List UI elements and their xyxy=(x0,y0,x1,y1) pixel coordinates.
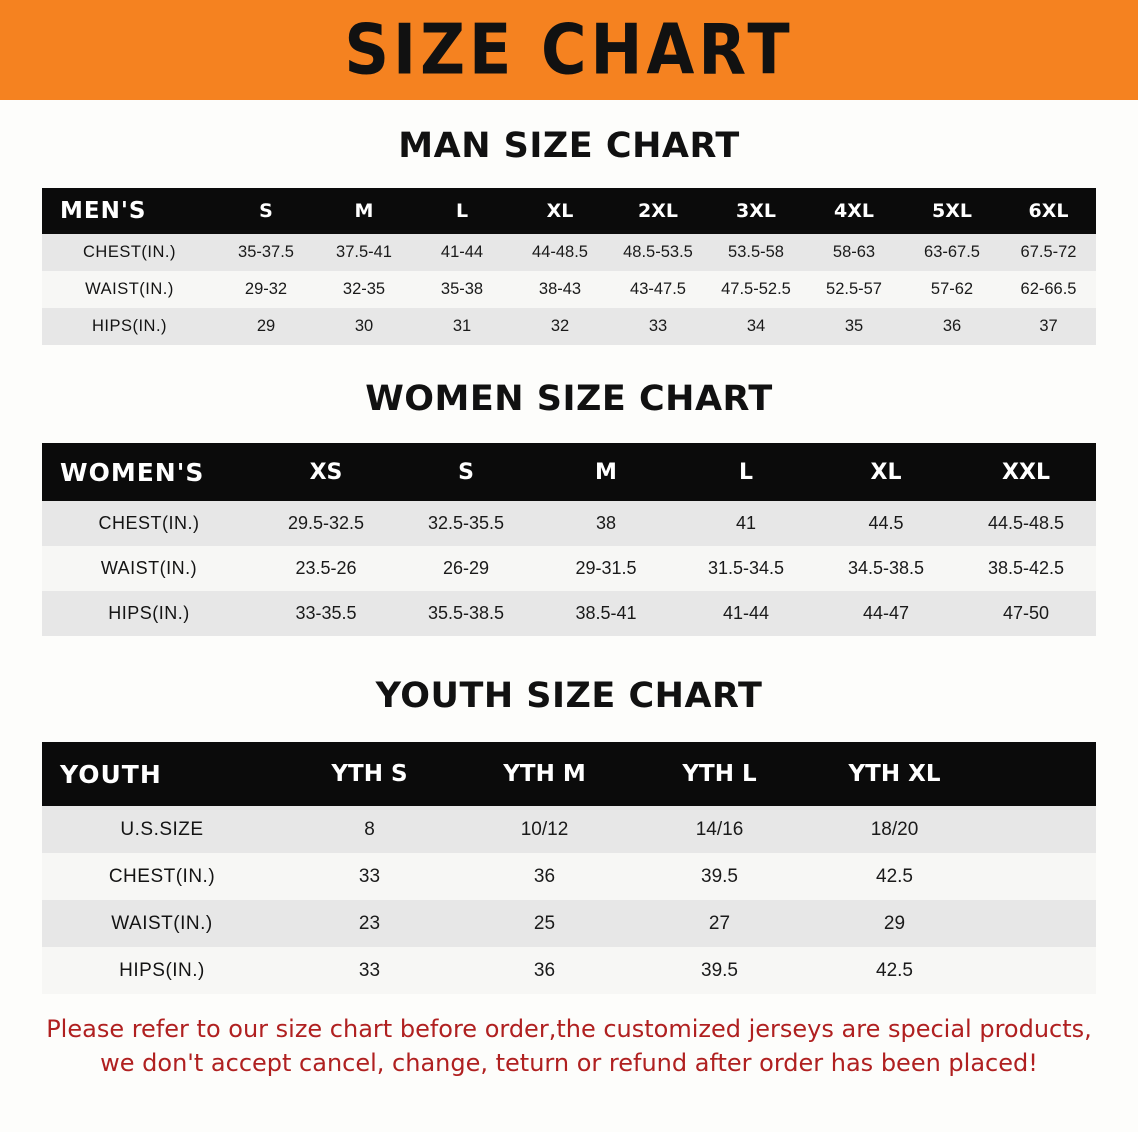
table-row xyxy=(42,947,1096,994)
table-cell: 62-66.5 xyxy=(1001,271,1096,308)
table-cell: 44.5-48.5 xyxy=(956,501,1096,546)
man-table-wrap xyxy=(42,188,1096,345)
table-cell: 31 xyxy=(413,308,511,345)
table-cell: 18/20 xyxy=(807,806,982,853)
table-row xyxy=(42,591,1096,636)
disclaimer-note xyxy=(40,1012,1098,1080)
table-cell-spacer xyxy=(982,853,1096,900)
table-cell: 43-47.5 xyxy=(609,271,707,308)
column-header: 3XL xyxy=(707,188,805,234)
table-cell: 44-48.5 xyxy=(511,234,609,271)
disclaimer-line-1: Please refer to our size chart before order,the customized jerseys are special products, xyxy=(46,1015,1092,1043)
table-cell: 41 xyxy=(676,501,816,546)
row-header: CHEST(IN.) xyxy=(42,853,282,900)
table-cell: 53.5-58 xyxy=(707,234,805,271)
women-table-wrap xyxy=(42,443,1096,636)
youth-table-wrap xyxy=(42,742,1096,994)
table-cell: 35 xyxy=(805,308,903,345)
table-cell: 33 xyxy=(282,853,457,900)
table-cell: 37 xyxy=(1001,308,1096,345)
table-cell: 33 xyxy=(282,947,457,994)
table-cell: 29.5-32.5 xyxy=(256,501,396,546)
column-header: 5XL xyxy=(903,188,1001,234)
table-cell: 37.5-41 xyxy=(315,234,413,271)
table-cell: 8 xyxy=(282,806,457,853)
table-cell: 35.5-38.5 xyxy=(396,591,536,636)
table-cell: 34 xyxy=(707,308,805,345)
table-cell: 39.5 xyxy=(632,947,807,994)
table-cell: 36 xyxy=(457,947,632,994)
table-cell: 38.5-42.5 xyxy=(956,546,1096,591)
table-cell: 34.5-38.5 xyxy=(816,546,956,591)
table-cell: 33 xyxy=(609,308,707,345)
column-header: XS xyxy=(256,443,396,501)
table-cell: 38 xyxy=(536,501,676,546)
table-cell: 38.5-41 xyxy=(536,591,676,636)
table-row xyxy=(42,308,1096,345)
column-header: YTH M xyxy=(457,742,632,806)
table-cell: 10/12 xyxy=(457,806,632,853)
table-cell: 35-37.5 xyxy=(217,234,315,271)
table-cell: 44-47 xyxy=(816,591,956,636)
banner xyxy=(0,0,1138,100)
column-header: 4XL xyxy=(805,188,903,234)
table-cell: 42.5 xyxy=(807,853,982,900)
women-size-table xyxy=(42,443,1096,636)
row-header: CHEST(IN.) xyxy=(42,501,256,546)
row-header: WAIST(IN.) xyxy=(42,900,282,947)
column-header: YTH L xyxy=(632,742,807,806)
table-cell: 32.5-35.5 xyxy=(396,501,536,546)
table-cell: 35-38 xyxy=(413,271,511,308)
table-cell: 30 xyxy=(315,308,413,345)
table-cell: 27 xyxy=(632,900,807,947)
table-cell: 63-67.5 xyxy=(903,234,1001,271)
table-cell: 32-35 xyxy=(315,271,413,308)
column-header: MEN'S xyxy=(42,188,217,234)
table-cell-spacer xyxy=(982,806,1096,853)
man-section-title: MAN SIZE CHART xyxy=(398,126,740,166)
table-cell: 38-43 xyxy=(511,271,609,308)
row-header: WAIST(IN.) xyxy=(42,546,256,591)
column-header: S xyxy=(396,443,536,501)
youth-size-table xyxy=(42,742,1096,994)
row-header: WAIST(IN.) xyxy=(42,271,217,308)
table-row xyxy=(42,853,1096,900)
column-header: WOMEN'S xyxy=(42,443,256,501)
column-header: YTH XL xyxy=(807,742,982,806)
table-row xyxy=(42,900,1096,947)
table-cell: 23 xyxy=(282,900,457,947)
row-header: U.S.SIZE xyxy=(42,806,282,853)
page-title: SIZE CHART xyxy=(344,8,794,91)
row-header: CHEST(IN.) xyxy=(42,234,217,271)
youth-section-title: YOUTH SIZE CHART xyxy=(375,676,763,716)
table-row xyxy=(42,806,1096,853)
women-section-title: WOMEN SIZE CHART xyxy=(365,379,773,419)
table-cell: 26-29 xyxy=(396,546,536,591)
table-cell: 39.5 xyxy=(632,853,807,900)
table-cell: 58-63 xyxy=(805,234,903,271)
table-cell: 29 xyxy=(807,900,982,947)
table-cell-spacer xyxy=(982,900,1096,947)
table-cell: 31.5-34.5 xyxy=(676,546,816,591)
table-cell: 41-44 xyxy=(676,591,816,636)
column-header: YOUTH xyxy=(42,742,282,806)
column-header: M xyxy=(536,443,676,501)
row-header: HIPS(IN.) xyxy=(42,308,217,345)
column-header: XL xyxy=(816,443,956,501)
table-header-row xyxy=(42,188,1096,234)
table-cell: 67.5-72 xyxy=(1001,234,1096,271)
column-header: YTH S xyxy=(282,742,457,806)
table-cell: 44.5 xyxy=(816,501,956,546)
column-header: XXL xyxy=(956,443,1096,501)
column-header: L xyxy=(676,443,816,501)
table-row xyxy=(42,234,1096,271)
table-cell: 41-44 xyxy=(413,234,511,271)
table-cell: 42.5 xyxy=(807,947,982,994)
table-cell: 36 xyxy=(457,853,632,900)
row-header: HIPS(IN.) xyxy=(42,591,256,636)
column-header: 2XL xyxy=(609,188,707,234)
table-cell: 29-31.5 xyxy=(536,546,676,591)
table-cell: 32 xyxy=(511,308,609,345)
table-cell: 23.5-26 xyxy=(256,546,396,591)
column-header: M xyxy=(315,188,413,234)
column-header: S xyxy=(217,188,315,234)
row-header: HIPS(IN.) xyxy=(42,947,282,994)
table-header-row xyxy=(42,742,1096,806)
table-cell: 57-62 xyxy=(903,271,1001,308)
disclaimer-line-2: we don't accept cancel, change, teturn or refund after order has been placed! xyxy=(100,1049,1038,1078)
table-cell: 36 xyxy=(903,308,1001,345)
man-size-table xyxy=(42,188,1096,345)
table-cell: 47-50 xyxy=(956,591,1096,636)
table-cell: 48.5-53.5 xyxy=(609,234,707,271)
table-header-row xyxy=(42,443,1096,501)
table-row xyxy=(42,271,1096,308)
table-cell: 25 xyxy=(457,900,632,947)
table-row xyxy=(42,546,1096,591)
table-cell: 29-32 xyxy=(217,271,315,308)
table-cell: 33-35.5 xyxy=(256,591,396,636)
column-header-spacer xyxy=(982,742,1096,806)
column-header: 6XL xyxy=(1001,188,1096,234)
table-cell: 52.5-57 xyxy=(805,271,903,308)
column-header: XL xyxy=(511,188,609,234)
column-header: L xyxy=(413,188,511,234)
table-cell: 29 xyxy=(217,308,315,345)
table-cell: 47.5-52.5 xyxy=(707,271,805,308)
table-cell: 14/16 xyxy=(632,806,807,853)
table-cell-spacer xyxy=(982,947,1096,994)
table-row xyxy=(42,501,1096,546)
